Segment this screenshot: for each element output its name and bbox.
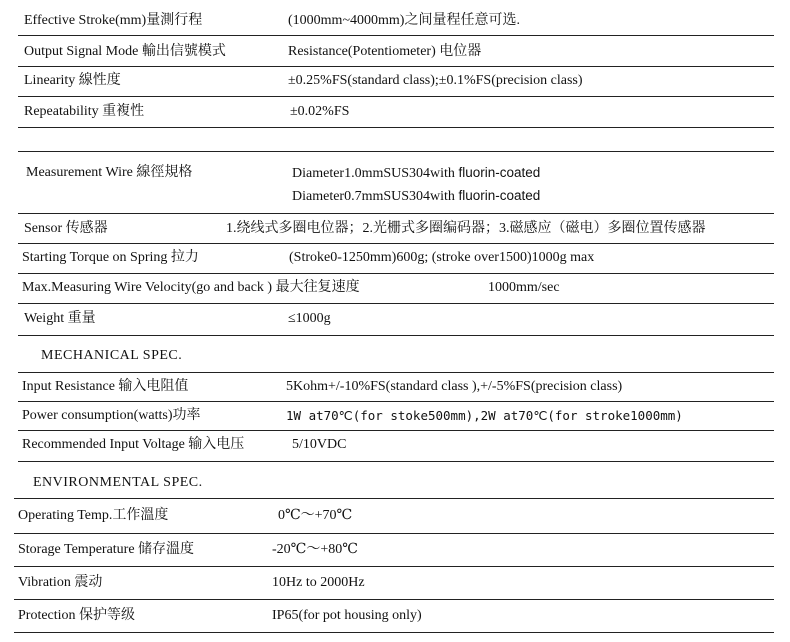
divider — [14, 566, 774, 567]
spec-label: Recommended Input Voltage 输入电压 — [22, 437, 245, 452]
spec-label: Linearity 線性度 — [24, 73, 121, 88]
spec-value: (Stroke0-1250mm)600g; (stroke over1500)1000g max — [289, 250, 595, 265]
divider — [18, 430, 774, 431]
spec-label: Input Resistance 输入电阻值 — [22, 379, 189, 394]
divider — [18, 401, 774, 402]
spec-label: Weight 重量 — [24, 311, 96, 326]
divider — [14, 498, 774, 499]
divider — [18, 243, 774, 244]
spec-label: Vibration 震动 — [18, 575, 103, 590]
spec-value: Diameter0.7mmSUS304with fluorin-coated — [292, 188, 541, 204]
divider — [18, 127, 774, 128]
spec-value: ±0.02%FS — [290, 104, 350, 119]
divider — [18, 303, 774, 304]
spec-value: 10Hz to 2000Hz — [272, 575, 365, 590]
divider — [14, 533, 774, 534]
spec-value: -20℃～+80℃ — [272, 542, 358, 557]
section-heading-mechanical: MECHANICAL SPEC. — [41, 348, 183, 363]
divider — [18, 66, 774, 67]
divider — [18, 213, 774, 214]
spec-value: ≤1000g — [288, 311, 331, 326]
spec-value: (1000mm~4000mm)之间量程任意可选. — [288, 13, 520, 28]
spec-label: Starting Torque on Spring 拉力 — [22, 250, 199, 265]
spec-label: Output Signal Mode 輸出信號模式 — [24, 44, 226, 59]
spec-label: Storage Temperature 储存溫度 — [18, 542, 195, 557]
spec-value: 5Kohm+/-10%FS(standard class ),+/-5%FS(precision class) — [286, 379, 623, 394]
divider — [18, 335, 774, 336]
divider — [18, 35, 774, 36]
spec-value: ±0.25%FS(standard class);±0.1%FS(precision class) — [288, 73, 583, 88]
divider — [14, 632, 774, 633]
spec-label: Power consumption(watts)功率 — [22, 408, 201, 423]
divider — [18, 273, 774, 274]
divider — [18, 151, 774, 152]
spec-value: IP65(for pot housing only) — [272, 608, 422, 623]
spec-label: Protection 保护等级 — [18, 608, 136, 623]
section-heading-environmental: ENVIRONMENTAL SPEC. — [33, 475, 203, 490]
divider — [18, 461, 774, 462]
spec-value: 1W at70℃(for stoke500mm),2W at70℃(for stroke1000mm) — [286, 408, 683, 423]
spec-value: 0℃～+70℃ — [278, 508, 353, 523]
divider — [18, 96, 774, 97]
spec-value: 1.绕线式多圈电位器；2.光栅式多圈编码器；3.磁感应（磁电）多圈位置传感器 — [226, 221, 706, 236]
divider — [14, 599, 774, 600]
spec-value: Resistance(Potentiometer) 电位器 — [288, 44, 482, 59]
spec-label: Repeatability 重複性 — [24, 104, 145, 119]
spec-value: 5/10VDC — [292, 437, 347, 452]
spec-label: Measurement Wire 線徑規格 — [26, 165, 193, 180]
spec-value: 1000mm/sec — [488, 280, 560, 295]
spec-label: Max.Measuring Wire Velocity(go and back ) 最大往复速度 — [22, 280, 360, 295]
spec-label: Operating Temp.工作溫度 — [18, 508, 169, 523]
spec-label: Effective Stroke(mm)量測行程 — [24, 13, 203, 28]
spec-label: Sensor 传感器 — [24, 221, 108, 236]
divider — [18, 372, 774, 373]
spec-value: Diameter1.0mmSUS304with fluorin-coated — [292, 165, 541, 181]
